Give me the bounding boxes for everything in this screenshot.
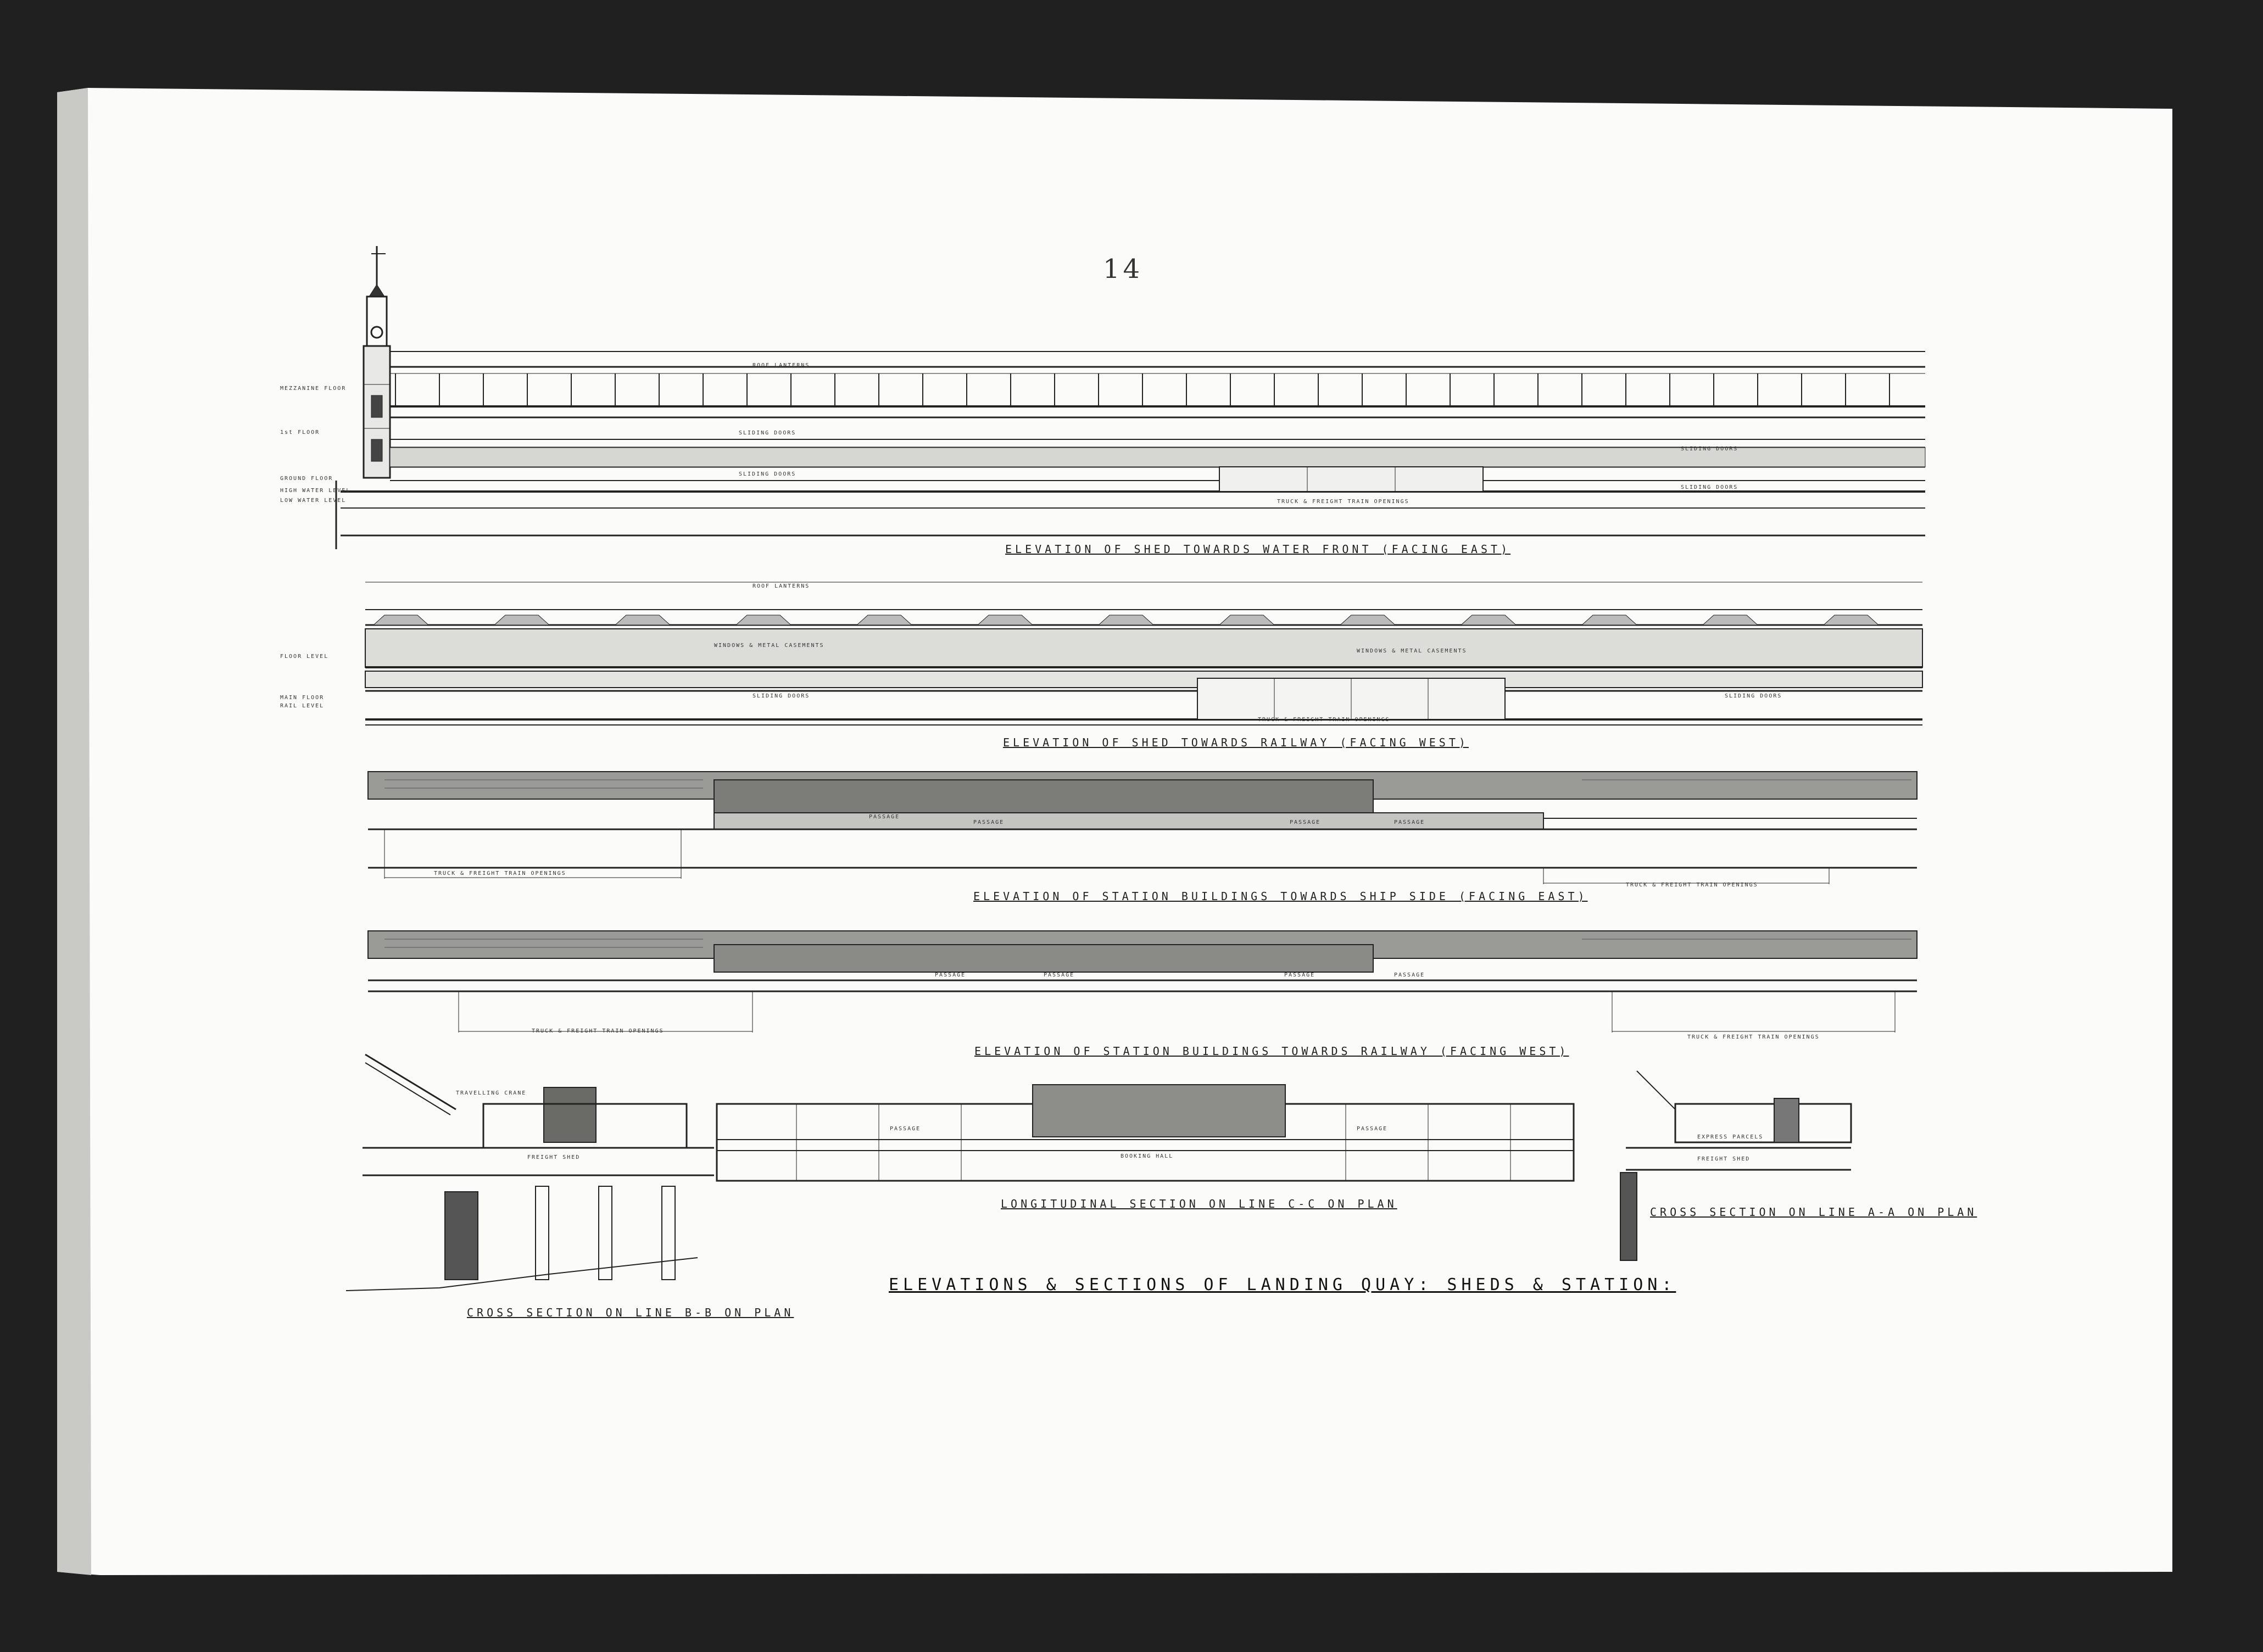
label-station-railway: PASSAGE bbox=[1044, 972, 1075, 978]
caption-railway-shed: ELEVATION OF SHED TOWARDS RAILWAY (FACING WEST) bbox=[1003, 736, 1469, 749]
label-section-c-c: PASSAGE bbox=[1357, 1126, 1388, 1132]
label-section-b-b: TRAVELLING CRANE bbox=[456, 1090, 527, 1096]
label-station-railway: PASSAGE bbox=[1284, 972, 1316, 978]
label-water-front: SLIDING DOORS bbox=[739, 471, 796, 477]
level-label: GROUND FLOOR bbox=[280, 476, 333, 482]
level-label: LOW WATER LEVEL bbox=[280, 498, 347, 504]
label-station-railway: PASSAGE bbox=[935, 972, 966, 978]
page-number: 14 bbox=[1103, 254, 1144, 284]
label-section-a-a: FREIGHT SHED bbox=[1697, 1156, 1751, 1162]
label-station-ship: PASSAGE bbox=[1290, 819, 1321, 825]
label-station-ship: PASSAGE bbox=[973, 819, 1005, 825]
label-station-ship: TRUCK & FREIGHT TRAIN OPENINGS bbox=[1626, 882, 1758, 888]
label-station-ship: PASSAGE bbox=[1394, 819, 1425, 825]
label-station-ship: TRUCK & FREIGHT TRAIN OPENINGS bbox=[434, 870, 566, 877]
level-label: HIGH WATER LEVEL bbox=[280, 488, 351, 494]
level-label: 1st FLOOR bbox=[280, 429, 320, 436]
label-water-front: SLIDING DOORS bbox=[1681, 484, 1738, 490]
caption-section-c-c: LONGITUDINAL SECTION ON LINE C-C ON PLAN bbox=[1001, 1197, 1397, 1210]
label-railway-shed: WINDOWS & METAL CASEMENTS bbox=[1357, 648, 1467, 654]
label-section-b-b: FREIGHT SHED bbox=[527, 1154, 581, 1160]
paper-sheet bbox=[57, 88, 2172, 1575]
caption-section-b-b: CROSS SECTION ON LINE B-B ON PLAN bbox=[467, 1306, 794, 1319]
level-label: MEZZANINE FLOOR bbox=[280, 386, 347, 392]
label-station-railway: TRUCK & FREIGHT TRAIN OPENINGS bbox=[1687, 1034, 1820, 1040]
label-station-ship: PASSAGE bbox=[869, 814, 900, 820]
caption-section-a-a: CROSS SECTION ON LINE A-A ON PLAN bbox=[1650, 1205, 1977, 1219]
label-railway-shed: TRUCK & FREIGHT TRAIN OPENINGS bbox=[1258, 717, 1390, 723]
label-railway-shed: SLIDING DOORS bbox=[1725, 693, 1782, 699]
label-section-c-c: BOOKING HALL bbox=[1121, 1153, 1174, 1159]
level-label: MAIN FLOOR bbox=[280, 695, 325, 701]
label-water-front: SLIDING DOORS bbox=[739, 430, 796, 436]
main-title: ELEVATIONS & SECTIONS OF LANDING QUAY: SHEDS & STATION: bbox=[889, 1275, 1676, 1294]
caption-station-railway: ELEVATION OF STATION BUILDINGS TOWARDS RAILWAY (FACING WEST) bbox=[974, 1045, 1569, 1058]
label-station-railway: TRUCK & FREIGHT TRAIN OPENINGS bbox=[532, 1028, 664, 1034]
level-label: FLOOR LEVEL bbox=[280, 654, 329, 660]
label-section-a-a: EXPRESS PARCELS bbox=[1697, 1134, 1764, 1140]
label-railway-shed: WINDOWS & METAL CASEMENTS bbox=[714, 643, 824, 649]
level-label: RAIL LEVEL bbox=[280, 703, 325, 709]
caption-water-front: ELEVATION OF SHED TOWARDS WATER FRONT (FACING EAST) bbox=[1005, 543, 1511, 556]
label-railway-shed: ROOF LANTERNS bbox=[753, 583, 810, 589]
label-water-front: SLIDING DOORS bbox=[1681, 446, 1738, 452]
label-section-c-c: PASSAGE bbox=[890, 1126, 921, 1132]
page-fold-shadow bbox=[57, 88, 91, 1575]
label-water-front: ROOF LANTERNS bbox=[753, 362, 810, 369]
label-railway-shed: SLIDING DOORS bbox=[753, 693, 810, 699]
label-water-front: TRUCK & FREIGHT TRAIN OPENINGS bbox=[1277, 499, 1409, 505]
label-station-railway: PASSAGE bbox=[1394, 972, 1425, 978]
caption-station-ship-side: ELEVATION OF STATION BUILDINGS TOWARDS SHIP SIDE (FACING EAST) bbox=[973, 890, 1588, 903]
